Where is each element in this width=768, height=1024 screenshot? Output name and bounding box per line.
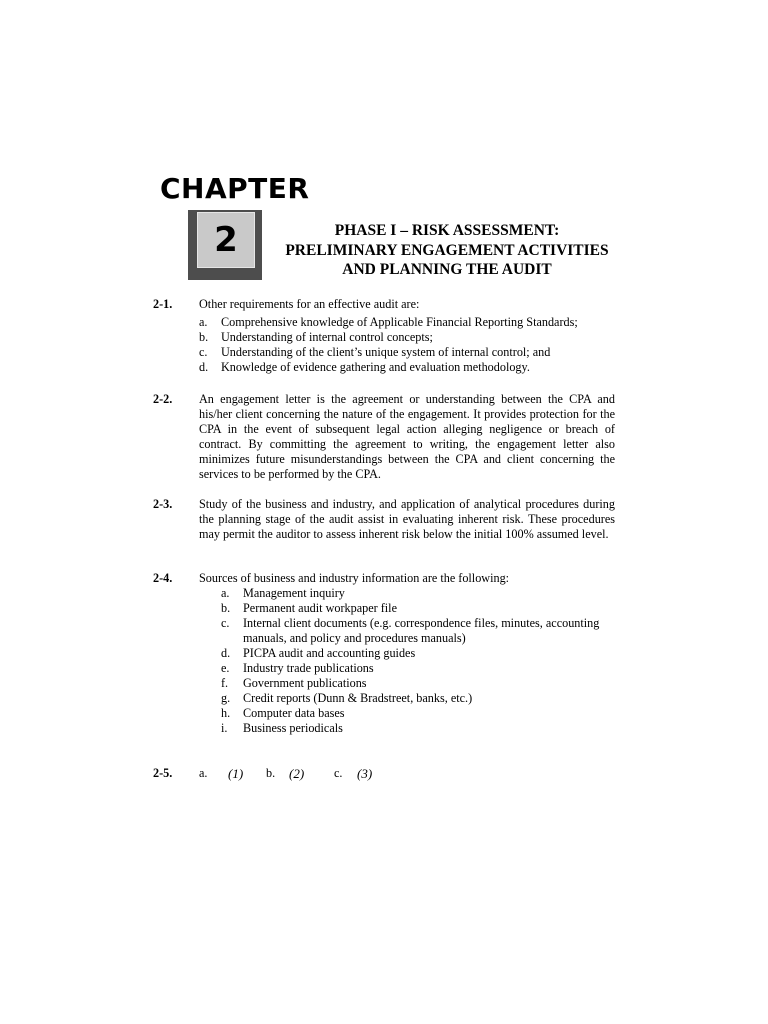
question-number: 2-1.: [153, 297, 173, 311]
list-letter: a.: [221, 586, 230, 600]
list-letter: f.: [221, 676, 229, 690]
question-number: 2-5.: [153, 766, 173, 780]
chapter-number: 2: [197, 212, 255, 268]
list-letter: d.: [199, 360, 209, 374]
question-intro: Sources of business and industry information are the following:: [199, 571, 510, 585]
list-text: Understanding of internal control concepts;: [221, 330, 433, 344]
list-item: [199, 360, 615, 375]
chapter-title-line: PRELIMINARY ENGAGEMENT ACTIVITIES: [285, 241, 609, 259]
list-text: Permanent audit workpaper file: [243, 601, 397, 615]
list-item: [199, 330, 615, 345]
answer-letter: b.: [266, 766, 276, 780]
list-item: [221, 706, 615, 721]
list-letter: i.: [221, 721, 228, 735]
list-text: Comprehensive knowledge of Applicable Financial Reporting Standards;: [221, 315, 578, 329]
list-item: [221, 661, 615, 676]
answer-letter: a.: [199, 766, 208, 780]
question-answer: An engagement letter is the agreement or understanding between the CPA and his/her client concerning the nature of the engagement. It provides protection for the CPA in the event of subsequent legal action alleging negligence or breach of contract. By committing the agreement to writing, the engagement letter also minimizes future misunderstandings between the CPA and client concerning the services to be performed by the CPA.: [199, 392, 615, 481]
list-text: Computer data bases: [243, 706, 345, 720]
chapter-title-line: AND PLANNING THE AUDIT: [342, 261, 552, 278]
requirements-list: [199, 315, 615, 375]
list-text: Business periodicals: [243, 721, 343, 735]
chapter-heading: CHAPTER: [160, 172, 310, 205]
list-text: Internal client documents (e.g. correspondence files, minutes, accounting manuals, and policy and procedures manuals): [243, 616, 600, 645]
list-item: [221, 691, 615, 706]
list-item: [221, 721, 615, 736]
list-letter: c.: [199, 345, 208, 359]
list-letter: b.: [199, 330, 209, 344]
answer-value: (1): [228, 766, 244, 781]
list-item: [221, 616, 615, 646]
list-item: [221, 586, 615, 601]
question-answer: Study of the business and industry, and application of analytical procedures during the planning stage of the audit assist in evaluating inherent risk. These procedures may permit the auditor to assess inherent risk below the initial 100% assumed level.: [199, 497, 615, 541]
list-text: Knowledge of evidence gathering and evaluation methodology.: [221, 360, 530, 374]
question-number: 2-3.: [153, 497, 173, 511]
list-item: [221, 676, 615, 691]
list-item: [221, 646, 615, 661]
list-letter: a.: [199, 315, 208, 329]
answer-value: (3): [357, 766, 373, 781]
list-letter: c.: [221, 616, 230, 630]
question-2-4: [153, 571, 615, 736]
question-intro: Other requirements for an effective audit are:: [199, 297, 420, 311]
list-text: Management inquiry: [243, 586, 345, 600]
answer-letter: c.: [334, 766, 343, 780]
sources-list: [221, 586, 615, 736]
list-letter: d.: [221, 646, 231, 660]
question-2-2: [153, 392, 615, 482]
chapter-title-line: PHASE I – RISK ASSESSMENT:: [334, 222, 560, 239]
list-text: Government publications: [243, 676, 367, 690]
list-letter: h.: [221, 706, 231, 720]
question-number: 2-4.: [153, 571, 173, 585]
list-text: Understanding of the client’s unique system of internal control; and: [221, 345, 551, 359]
chapter-title: [272, 221, 622, 280]
list-letter: b.: [221, 601, 231, 615]
list-text: Credit reports (Dunn & Bradstreet, banks, etc.): [243, 691, 473, 705]
list-text: PICPA audit and accounting guides: [243, 646, 416, 660]
list-item: [221, 601, 615, 616]
list-text: Industry trade publications: [243, 661, 374, 675]
list-item: [199, 315, 615, 330]
question-number: 2-2.: [153, 392, 173, 406]
question-2-1: [153, 297, 615, 375]
question-2-3: [153, 497, 615, 542]
list-letter: g.: [221, 691, 231, 705]
list-item: [199, 345, 615, 360]
answer-value: (2): [289, 766, 305, 781]
list-letter: e.: [221, 661, 230, 675]
